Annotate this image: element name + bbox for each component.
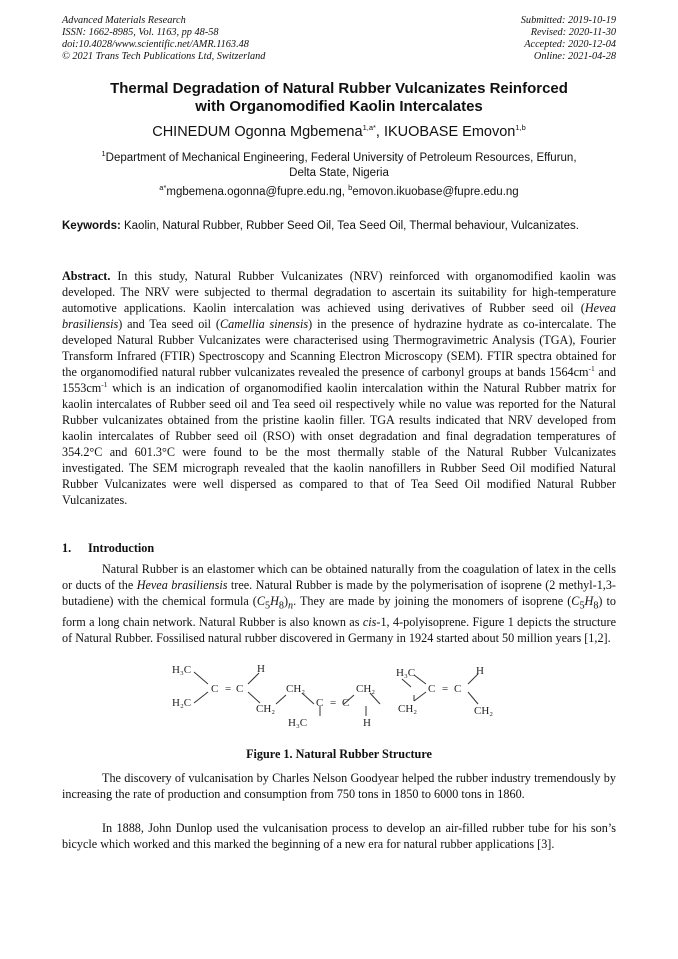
title-line-2: with Organomodified Kaolin Intercalates	[195, 98, 483, 115]
label-c: C	[211, 683, 219, 695]
formula-sub: 8	[593, 600, 599, 612]
abstract-sup: -1	[588, 363, 595, 373]
author-separator: ,	[375, 124, 384, 140]
formula-part: H	[584, 594, 594, 608]
date-accepted: Accepted: 2020-12-04	[524, 39, 616, 50]
author-emails	[62, 185, 616, 200]
label-double-bond: =	[442, 683, 449, 695]
label-h3c: H₃C	[396, 667, 416, 679]
abstract-text: which is an indication of organomodified kaolin intercalation within the Natural Rubber matrix for kaolin intercalates of Rubber seed oil and Tea seed oil respectively while no value was reported for the Natural Rubber vulcanizates obtained from the pristine kaolin filler. TGA results indicated that NRV developed from kaolin intercalates of Rubber seed oil (RSO) with onset degradation and final degradation temperatures of 354.2°C and 601.3°C were found to be the most thermally stable of the Natural Rubber Vulcanizates investigated. The SEM micrograph revealed that the kaolin nanofillers in Rubber Seed Oil modified Natural Rubber Vulcanizates were well dispersed as compared to that of Tea Seed Oil modified Natural Rubber Vulcanizates.	[62, 381, 616, 507]
paragraph-text: ) to form a long chain network. Natural Rubber is also known as	[62, 594, 616, 630]
intro-paragraph-3: In 1888, John Dunlop used the vulcanisation process to develop an air-filled rubber tube for his son’s bicycle which worked and this marked the beginning of a new era for natural rubber applications [3].	[62, 821, 616, 851]
date-submitted: Submitted: 2019-10-19	[520, 15, 616, 26]
label-ch2: CH₂	[356, 683, 376, 695]
formula-part: C	[571, 594, 580, 608]
label-ch2: CH₂	[256, 703, 276, 715]
formula-part: H	[270, 594, 279, 608]
affiliation-line-1: Department of Mechanical Engineering, Federal University of Petroleum Resources, Effurun,	[105, 152, 577, 164]
section-number: 1.	[62, 541, 72, 555]
label-h2c: H₂C	[172, 697, 192, 709]
abstract-text: ) in the presence of hydrazine hydrate as co-intercalate. The developed Natural Rubber Vulcanizates were characterised using Thermogravimetric Analysis (TGA), Fourier Transform Infrared (FTIR) Spectroscopy and Scanning Electron Microscopy (SEM). FTIR spectra obtained for the organomodified natural rubber vulcanizates revealed the presence of carbonyl groups at bands 1564cm	[62, 317, 616, 379]
journal-header-left	[62, 15, 265, 63]
author-1: CHINEDUM Ogonna Mgbemena	[152, 124, 363, 140]
label-c: C	[454, 683, 462, 695]
abstract-text: and 1553cm	[62, 365, 616, 395]
abstract	[62, 268, 616, 508]
affiliation-marker: 1	[101, 149, 106, 159]
intro-paragraph-2: The discovery of vulcanisation by Charles Nelson Goodyear helped the rubber industry tremendously by increasing the rate of production and consumption from 750 tons in 1850 to 6000 tons in 1860.	[62, 771, 616, 801]
author-1-affil: 1,a*	[362, 123, 376, 133]
formula-sub: 5	[579, 600, 585, 612]
email-separator: ,	[341, 186, 349, 198]
journal-copyright: © 2021 Trans Tech Publications Ltd, Switzerland	[62, 51, 266, 62]
paper-title	[62, 80, 616, 116]
email-1-marker: a*	[159, 183, 167, 193]
date-revised: Revised: 2020-11-30	[530, 27, 616, 38]
label-ch2: CH₂	[286, 683, 306, 695]
keywords-label: Keywords:	[62, 220, 121, 232]
section-heading-introduction	[62, 541, 154, 556]
label-c: C	[342, 697, 350, 709]
formula-sub: 8	[278, 600, 284, 612]
date-online: Online: 2021-04-28	[533, 51, 616, 62]
paragraph-text: Natural Rubber is an elastomer which can be obtained naturally from the coagulation of latex in the cells or ducts of the	[62, 562, 616, 592]
author-list	[62, 123, 616, 141]
email-1[interactable]: mgbemena.ogonna@fupre.edu.ng	[166, 186, 342, 198]
keywords-text: Kaolin, Natural Rubber, Rubber Seed Oil, Tea Seed Oil, Thermal behaviour, Vulcanizates.	[120, 220, 579, 232]
label-ch2: CH₂	[398, 703, 418, 715]
label-c: C	[428, 683, 436, 695]
figure-caption: Figure 1. Natural Rubber Structure	[246, 747, 432, 761]
abstract-label: Abstract.	[62, 269, 111, 283]
section-title: Introduction	[88, 541, 155, 555]
label-h3c: H₃C	[172, 664, 192, 676]
abstract-italic: Hevea brasiliensis	[62, 301, 616, 331]
paragraph-text: -1, 4-polyisoprene. Figure 1 depicts the structure of Natural Rubber. Fossilised natural rubber discovered in Germany in 1924 started about 50 million years [1,2].	[62, 615, 616, 646]
figure-natural-rubber-structure	[170, 662, 510, 728]
title-line-1: Thermal Degradation of Natural Rubber Vulcanizates Reinforced	[110, 80, 568, 97]
paragraph-italic: cis	[362, 615, 377, 630]
formula-part: C	[256, 594, 265, 608]
email-2[interactable]: emovon.ikuobase@fupre.edu.ng	[352, 186, 519, 198]
paragraph-text: . They are made by joining the monomers of isoprene (	[293, 594, 572, 608]
paragraph-text: tree. Natural Rubber is made by the polymerisation of isoprene (2 methyl-1,3-butadiene) with the chemical formula (	[62, 578, 616, 608]
author-2: IKUOBASE Emovon	[383, 124, 516, 140]
formula-sub: 5	[265, 600, 271, 612]
journal-doi: doi:10.4028/www.scientific.net/AMR.1163.48	[62, 39, 249, 50]
label-h: H	[363, 717, 371, 728]
label-ch2: CH₂	[474, 705, 494, 717]
journal-header-right	[521, 15, 616, 63]
structure-diagram	[170, 662, 510, 728]
label-h: H	[257, 663, 265, 675]
formula-part: )	[283, 594, 289, 608]
intro-paragraph-1	[62, 561, 616, 646]
affiliation-line-2: Delta State, Nigeria	[289, 167, 389, 179]
label-c: C	[316, 697, 324, 709]
label-double-bond: =	[330, 697, 337, 709]
formula-sub: n	[288, 600, 294, 612]
label-double-bond: =	[225, 683, 232, 695]
abstract-sup: -1	[101, 379, 108, 389]
author-2-affil: 1,b	[515, 123, 526, 133]
email-2-marker: b	[348, 183, 353, 193]
abstract-text: In this study, Natural Rubber Vulcanizates (NRV) reinforced with organomodified kaolin was developed. The NRV were subjected to thermal degradation to ascertain its suitability for high-temperature automotive applications. Kaolin intercalation was achieved using derivatives of Rubber seed oil (	[62, 269, 616, 315]
label-c: C	[236, 683, 244, 695]
label-h: H	[476, 665, 484, 677]
paragraph-italic: Hevea brasiliensis	[136, 578, 228, 592]
journal-name: Advanced Materials Research	[62, 15, 186, 26]
label-h3c: H₃C	[288, 717, 308, 728]
affiliation	[62, 151, 616, 181]
keywords	[62, 219, 616, 234]
abstract-italic: Camellia sinensis	[219, 317, 309, 331]
journal-issn: ISSN: 1662-8985, Vol. 1163, pp 48-58	[62, 27, 219, 38]
abstract-text: ) and Tea seed oil (	[118, 317, 220, 331]
